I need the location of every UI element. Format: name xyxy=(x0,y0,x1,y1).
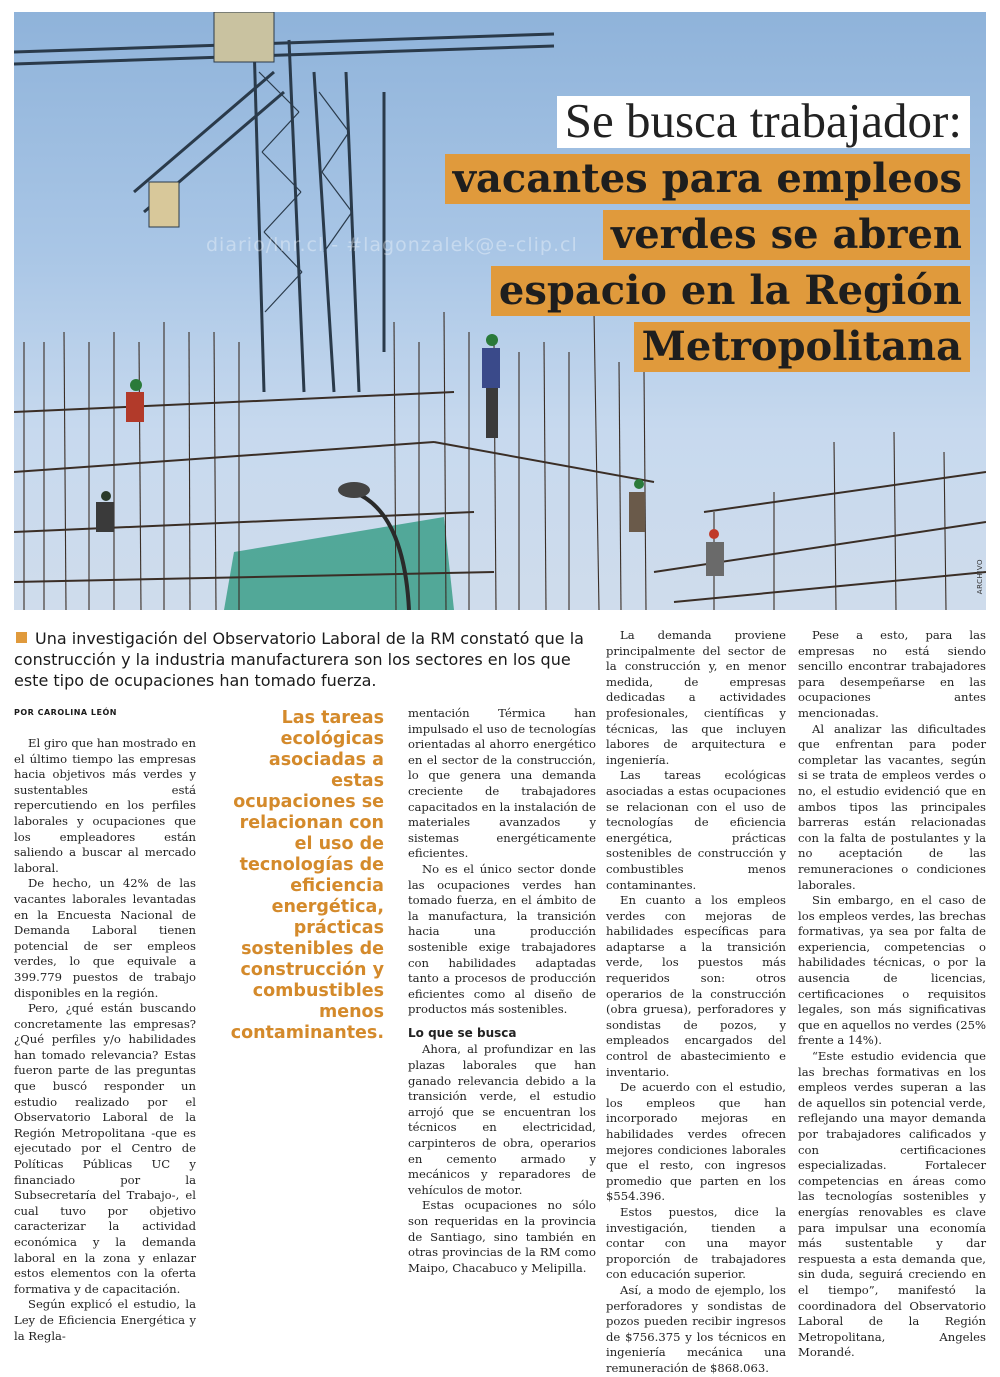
paragraph: Ahora, al profundizar en las plazas laborales que han ganado relevancia debido a la transición verde, el estudio arrojó que se encuentran los técnicos en electricidad, carpinteros de obra, operarios en cemento armado y mecánicos y reparadores de vehículos de motor. xyxy=(408,1042,596,1197)
photo-credit: ARCHIVO xyxy=(976,558,984,594)
byline: POR CAROLINA LEÓN xyxy=(14,708,117,717)
headline-line-1: Se busca trabajador: xyxy=(557,96,970,148)
paragraph: Estos puestos, dice la investigación, tienden a contar con una mayor proporción de trabajadores con educación superior. xyxy=(606,1204,786,1282)
paragraph: De acuerdo con el estudio, los empleos que han incorporado mejoras en habilidades verdes ofrecen mejores condiciones laborales que el resto, con ingresos promedio que parten en los $554.396. xyxy=(606,1080,786,1204)
paragraph: Según explicó el estudio, la Ley de Eficiencia Energética y la Regla- xyxy=(14,1297,196,1343)
headline-line-4: espacio en la Región xyxy=(491,266,970,316)
pull-quote: Las tareas ecológicas asociadas a estas ocupaciones se relacionan con el uso de tecnologías de eficiencia energética, prácticas sostenibles de construcción y combustibles menos contaminantes. xyxy=(230,708,384,1043)
watermark: diario/lnr.cl - #lagonzalek@e-clip.cl xyxy=(206,234,578,256)
column-4 xyxy=(798,628,986,1361)
paragraph: Al analizar las dificultades que enfrentan para poder completar las vacantes, según si se trata de empleos verdes o no, el estudio evidenció que en ambos tipos las principales barreras están relacionadas con la falta de postulantes y la no aceptación de las remuneraciones o condiciones laborales. xyxy=(798,721,986,892)
paragraph: Así, a modo de ejemplo, los perforadores y sondistas de pozos pueden recibir ingresos de $756.375 y los técnicos en ingeniería mecánica una remuneración de $868.063. xyxy=(606,1282,786,1375)
paragraph: En cuanto a los empleos verdes con mejoras de habilidades específicas para adaptarse a la transición verde, los puestos más requeridos son: otros operarios de la construcción (obra gruesa), perforadores y sondistas de pozos, y empleados encargados del control de abastecimiento e inventario. xyxy=(606,893,786,1079)
column-2 xyxy=(408,706,596,1276)
lead-paragraph xyxy=(14,628,604,691)
paragraph: Pese a esto, para las empresas no está siendo sencillo encontrar trabajadores para desempeñarse en las ocupaciones antes mencionadas. xyxy=(798,628,986,720)
rebar-structure xyxy=(14,392,986,602)
paragraph: El giro que han mostrado en el último tiempo las empresas hacia objetivos más verdes y sustentables está repercutiendo en los perfiles laborales y ocupaciones que los empleadores están saliendo a buscar al mercado laboral. xyxy=(14,736,196,875)
headline-line-3: verdes se abren xyxy=(603,210,970,260)
column-3 xyxy=(606,628,786,1377)
headline xyxy=(410,93,970,372)
paragraph: La demanda proviene principalmente del sector de la construcción y, en menor medida, de empresas dedicadas a actividades profesionales, científicas y técnicas, las que incluyen labores de arquitectura e ingeniería. xyxy=(606,628,786,767)
paragraph: Sin embargo, en el caso de los empleos verdes, las brechas formativas, ya sea por falta de experiencia, competencias o habilidades técnicas, o por la ausencia de licencias, certificaciones o requisitos legales, son más significativas que en aquellos no verdes (25% frente a 14%). xyxy=(798,893,986,1048)
paragraph: mentación Térmica han impulsado el uso de tecnologías orientadas al ahorro energético en el sector de la construcción, lo que genera una demanda creciente de trabajadores capacitados en la instalación de materiales avanzados y sistemas energéticamente eficientes. xyxy=(408,706,596,861)
paragraph: Las tareas ecológicas asociadas a estas ocupaciones se relacionan con el uso de tecnologías de eficiencia energética, prácticas sostenibles de construcción y combustibles menos contaminantes. xyxy=(606,768,786,892)
paragraph: “Este estudio evidencia que las brechas formativas en los empleos verdes superan a las de aquellos sin potencial verde, reflejando una mayor demanda por trabajadores calificados y con certificaciones especializadas. Fortalecer competencias en áreas como las tecnologías sostenibles y energías renovables es clave para impulsar una economía más sustentable y dar respuesta a esta demanda que, sin duda, seguirá creciendo en el tiempo”, manifestó la coordinadora del Observatorio Laboral de la Región Metropolitana, Angeles Morandé. xyxy=(798,1049,986,1360)
column-1 xyxy=(14,736,196,1344)
paragraph: Estas ocupaciones no sólo son requeridas en la provincia de Santiago, sino también en otras provincias de la RM como Maipo, Chacabuco y Melipilla. xyxy=(408,1198,596,1275)
square-bullet-icon xyxy=(16,632,27,643)
headline-line-2: vacantes para empleos xyxy=(445,154,970,204)
subheading: Lo que se busca xyxy=(408,1025,517,1040)
crane-lattice xyxy=(259,72,352,312)
lamp-head xyxy=(338,482,370,498)
paragraph: De hecho, un 42% de las vacantes laborales levantadas en la Encuesta Nacional de Demanda Laboral tienen potencial de ser empleos verdes, lo que equivale a 399.779 puestos de trabajo disponibles en la región. xyxy=(14,876,196,1000)
headline-line-5: Metropolitana xyxy=(634,322,970,372)
paragraph: Pero, ¿qué están buscando concretamente las empresas? ¿Qué perfiles y/o habilidades han tomado relevancia? Estas fueron parte de las preguntas que buscó responder un estudio realizado por el Observatorio Laboral de la Región Metropolitana -que es ejecutado por el Centro de Políticas Públicas UC y financiado por la Subsecretaría del Trabajo-, el cual tuvo por objetivo caracterizar la actividad económica y la demanda laboral en la zona y enlazar estos elementos con la oferta formativa y de capacitación. xyxy=(14,1001,196,1296)
paragraph: No es el único sector donde las ocupaciones verdes han tomado fuerza, en el ámbito de la manufactura, la transición hacia una producción sostenible exige trabajadores con habilidades adaptadas tanto a procesos de producción eficientes como al diseño de productos más sostenibles. xyxy=(408,861,596,1017)
crane-cabin xyxy=(214,12,274,62)
lead-text: Una investigación del Observatorio Laboral de la RM constató que la construcción y la industria manufacturera son los sectores en los que este tipo de ocupaciones han tomado fuerza. xyxy=(14,629,584,690)
crane-counterweight xyxy=(149,182,179,227)
